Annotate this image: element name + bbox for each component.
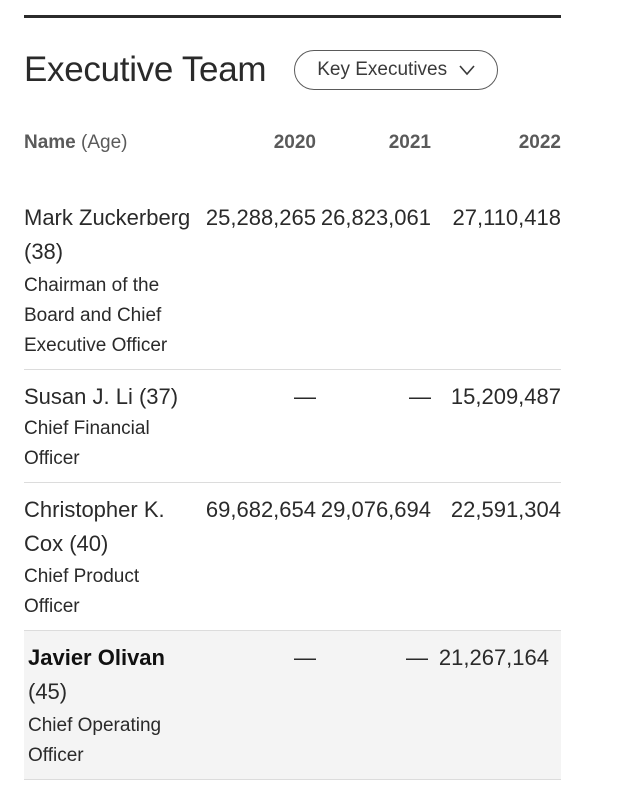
column-header-name[interactable]	[24, 132, 128, 160]
executive-name: Mark Zuckerberg (38)	[24, 205, 191, 264]
executive-role: Chief Operating Officer	[28, 715, 162, 766]
age-header-note: (Age)	[81, 132, 128, 153]
section-top-rule	[24, 15, 561, 18]
name-header-label: Name	[24, 132, 76, 153]
section-header	[24, 44, 561, 96]
value-2020: 69,682,654	[205, 497, 316, 522]
value-2021: 26,823,061	[320, 205, 431, 230]
column-header-2020[interactable]: 2020	[273, 132, 316, 153]
row-divider	[24, 482, 561, 483]
row-divider	[24, 369, 561, 370]
executive-name: Javier Olivan (45)	[28, 645, 165, 704]
section-title: Executive Team	[24, 50, 267, 89]
value-2021: —	[406, 645, 428, 670]
table-row-highlighted[interactable]	[24, 631, 561, 779]
column-header-2022[interactable]: 2022	[518, 132, 561, 153]
key-executives-dropdown[interactable]	[294, 50, 498, 90]
value-2021: —	[409, 384, 431, 409]
dropdown-label: Key Executives	[317, 59, 448, 80]
value-2022: 15,209,487	[450, 384, 561, 409]
chevron-down-icon	[459, 64, 475, 76]
executive-role: Chairman of the Board and Chief Executive Officer	[24, 275, 168, 356]
column-header-2021[interactable]: 2021	[388, 132, 431, 153]
row-divider	[24, 779, 561, 780]
value-2022: 27,110,418	[452, 205, 561, 230]
executive-role: Chief Product Officer	[24, 566, 140, 617]
value-2020: —	[294, 384, 316, 409]
value-2021: 29,076,694	[320, 497, 431, 522]
value-2022: 22,591,304	[450, 497, 561, 522]
value-2020: —	[294, 645, 316, 670]
executive-role: Chief Financial Officer	[24, 418, 150, 469]
executive-name: Christopher K. Cox (40)	[24, 497, 165, 556]
value-2020: 25,288,265	[205, 205, 316, 230]
executive-name: Susan J. Li (37)	[24, 384, 179, 409]
value-2022: 21,267,164	[438, 645, 549, 670]
